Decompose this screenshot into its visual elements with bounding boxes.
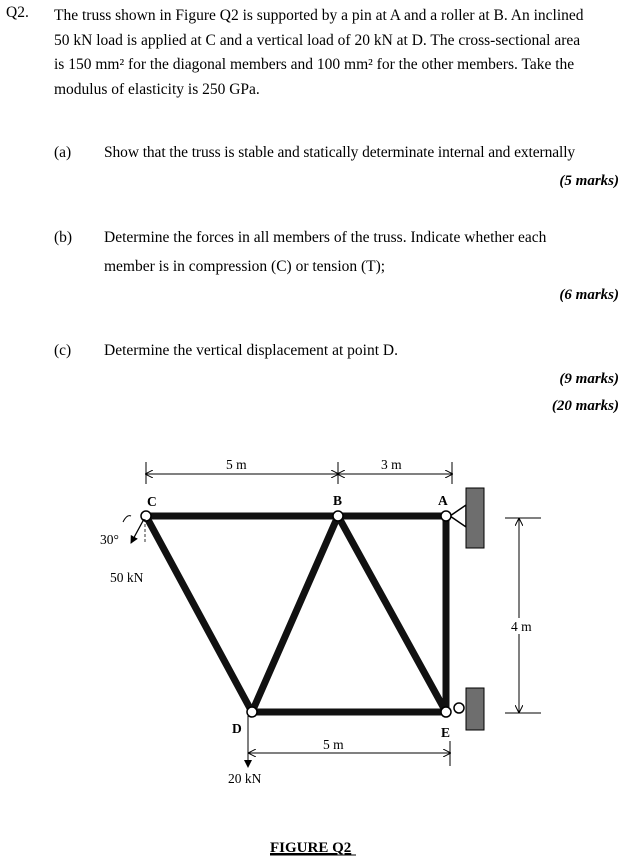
load-label-20kN: 20 kN (228, 771, 262, 786)
part-b-text-1: Determine the forces in all members of the truss. Indicate whether each (104, 229, 547, 246)
part-a-text: Show that the truss is stable and statically determinate internal and externally (104, 144, 576, 161)
part-b-marks: (6 marks) (559, 287, 619, 303)
node-label-C: C (147, 494, 157, 509)
node-label-B: B (333, 493, 343, 508)
question-line: The truss shown in Figure Q2 is supported by a pin at A and a roller at B. An inclined (54, 7, 584, 24)
load-angle-label: 30° (100, 532, 119, 547)
dim-label-height: 4 m (511, 619, 532, 634)
part-a-marks: (5 marks) (559, 173, 619, 189)
joint-A (441, 511, 451, 521)
node-label-A: A (438, 493, 448, 508)
joint-D (247, 707, 257, 717)
part-c-text: Determine the vertical displacement at point D. (104, 342, 398, 359)
total-marks: (20 marks) (551, 398, 619, 414)
member-BD (252, 516, 338, 712)
part-b-text-2: member is in compression (C) or tension (T); (104, 258, 386, 275)
part-c-label: (c) (54, 342, 72, 359)
joint-C (141, 511, 151, 521)
joint-E (441, 707, 451, 717)
node-label-D: D (232, 721, 242, 736)
part-c-marks: (9 marks) (559, 371, 619, 387)
node-label-E: E (441, 725, 451, 740)
dim-label-top-left: 5 m (226, 457, 247, 472)
question-line: modulus of elasticity is 250 GPa. (54, 80, 260, 98)
part-b-label: (b) (54, 229, 73, 246)
load-label-50kN: 50 kN (110, 570, 144, 585)
question-line: is 150 mm² for the diagonal members and 100 mm² for the other members. Take the (54, 56, 575, 73)
pin-support-A (450, 488, 484, 548)
question-line: 50 kN load is applied at C and a vertical load of 20 kN at D. The cross-sectional area (54, 31, 581, 49)
load-arrow-50kN (131, 519, 144, 543)
dim-label-top-right: 3 m (381, 457, 402, 472)
truss-members (146, 516, 446, 712)
joint-B (333, 511, 343, 521)
member-BE (338, 516, 446, 712)
angle-arc (123, 516, 131, 522)
question-number: Q2. (6, 4, 29, 21)
figure-caption: FIGURE Q2 (270, 840, 352, 856)
dim-label-bottom: 5 m (323, 737, 344, 752)
roller-support-E (454, 688, 484, 730)
part-a-label: (a) (54, 144, 72, 161)
member-CD (146, 516, 252, 712)
